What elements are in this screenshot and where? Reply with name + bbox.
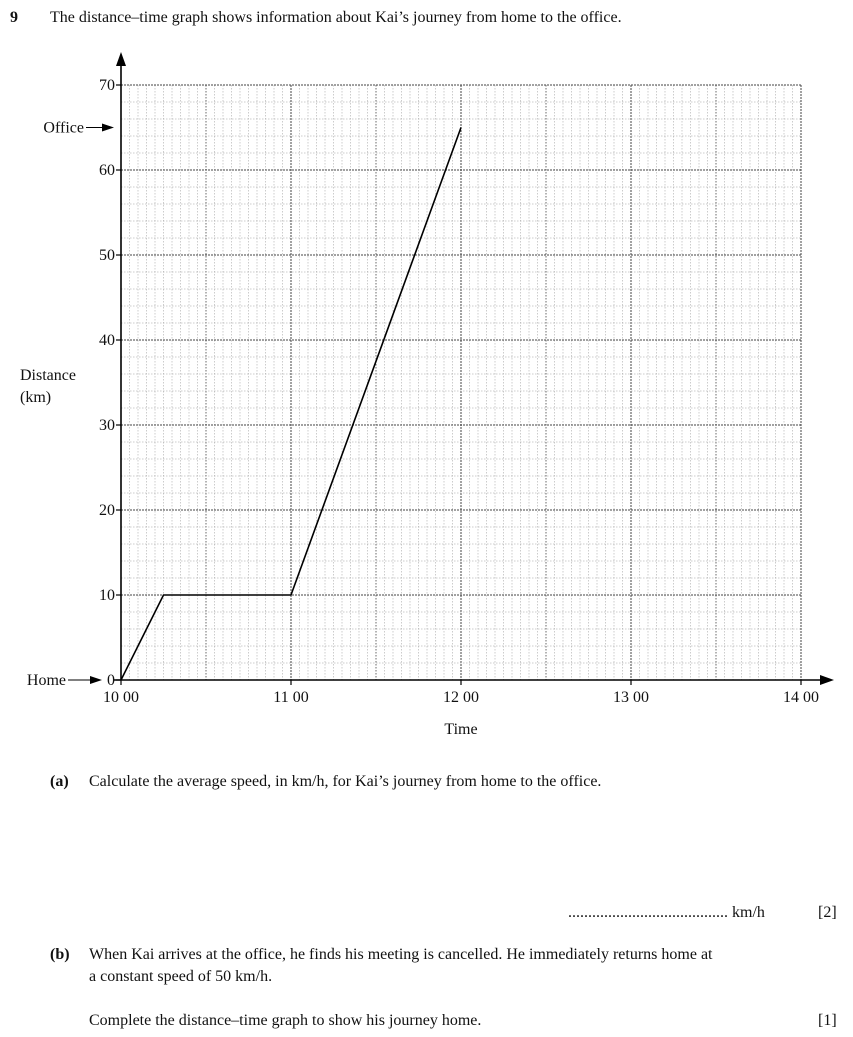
part-a-text: Calculate the average speed, in km/h, for Kai’s journey from home to the office. (89, 773, 602, 790)
question-intro: The distance–time graph shows information about Kai’s journey from home to the office. (50, 9, 622, 26)
x-tick-label: 11 00 (273, 689, 309, 706)
part-b-text-line1: When Kai arrives at the office, he finds his meeting is cancelled. He immediately returns home at (89, 946, 713, 963)
x-tick-label: 14 00 (783, 689, 819, 706)
y-tick-label: 50 (99, 247, 115, 264)
y-tick-label: 20 (99, 502, 115, 519)
part-a-answer-line: ........................................ km/h (568, 904, 765, 921)
part-b-label: (b) (50, 946, 70, 963)
part-a-label: (a) (50, 773, 69, 790)
y-axis-label-line2: (km) (20, 389, 52, 406)
question-number: 9 (10, 9, 18, 26)
x-axis-arrow (820, 675, 834, 685)
grid (121, 85, 801, 680)
annotation-arrow-head (90, 676, 102, 684)
y-axis-arrow (116, 52, 126, 66)
y-axis-label-line1: Distance (20, 367, 76, 384)
y-tick-label: 0 (107, 672, 115, 689)
annotation-home: Home (26, 672, 66, 689)
y-tick-label: 10 (99, 587, 115, 604)
annotation-arrow-head (102, 124, 114, 132)
x-tick-label: 12 00 (443, 689, 479, 706)
y-tick-label: 30 (99, 417, 115, 434)
x-tick-label: 10 00 (103, 689, 139, 706)
part-a-marks: [2] (818, 904, 837, 921)
x-axis-label: Time (444, 721, 478, 738)
part-b-marks: [1] (818, 1012, 837, 1029)
part-b-instruction: Complete the distance–time graph to show his journey home. (89, 1012, 482, 1029)
y-tick-label: 60 (99, 162, 115, 179)
y-tick-label: 40 (99, 332, 115, 349)
x-tick-label: 13 00 (613, 689, 649, 706)
y-tick-label: 70 (99, 77, 115, 94)
part-b-text-line2: a constant speed of 50 km/h. (89, 968, 273, 985)
annotation-office: Office (43, 119, 84, 137)
